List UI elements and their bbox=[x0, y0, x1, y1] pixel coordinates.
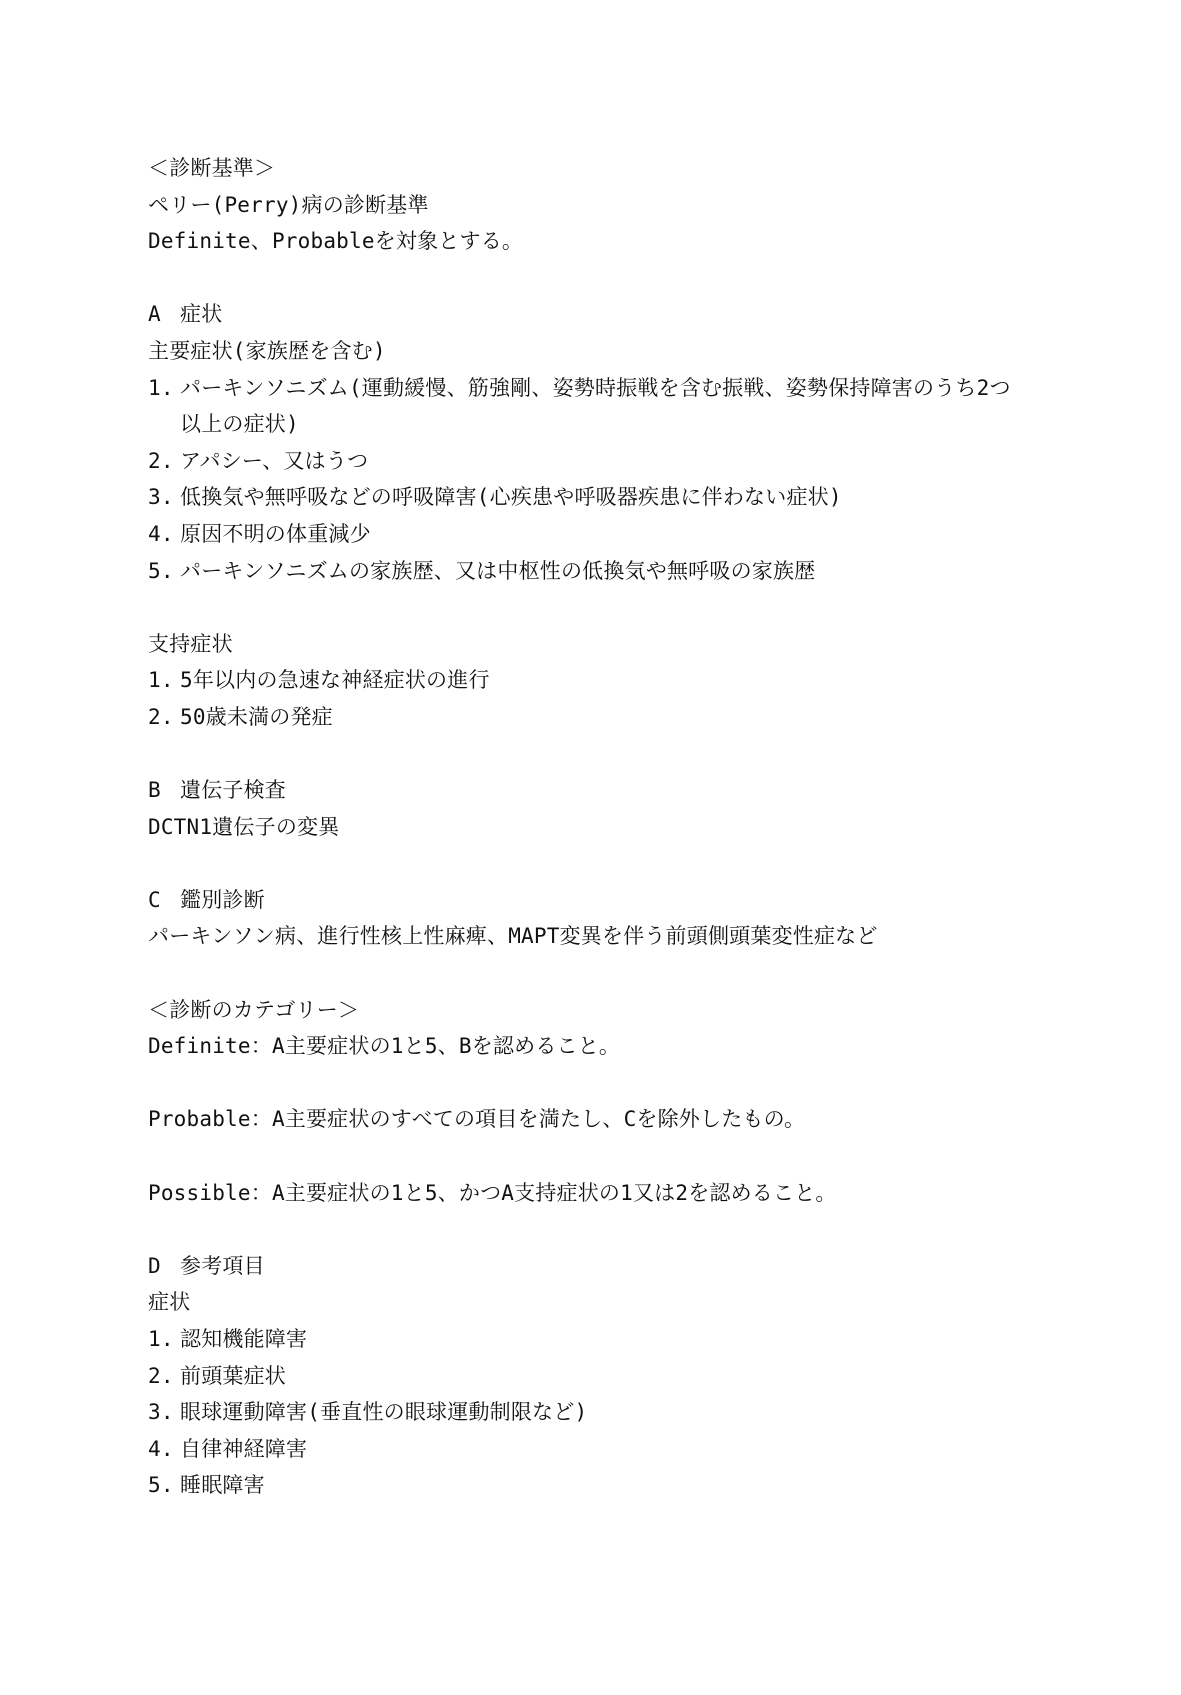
spacer bbox=[148, 1138, 1068, 1175]
list-number: 4. bbox=[148, 1436, 174, 1461]
list-number: 4. bbox=[148, 521, 174, 546]
list-text: 低換気や無呼吸などの呼吸障害(心疾患や呼吸器疾患に伴わない症状) bbox=[180, 485, 842, 510]
list-item bbox=[148, 1431, 1068, 1468]
section-title: 症状 bbox=[180, 302, 223, 327]
section-a-heading bbox=[148, 296, 1068, 333]
list-number: 2. bbox=[148, 1363, 174, 1388]
spacer bbox=[148, 260, 1068, 297]
list-text: アパシー、又はうつ bbox=[180, 448, 369, 473]
list-item bbox=[148, 443, 1068, 480]
section-b-heading bbox=[148, 772, 1068, 809]
list-text: 50歳未満の発症 bbox=[180, 704, 333, 729]
section-d-heading bbox=[148, 1248, 1068, 1285]
list-text: 認知機能障害 bbox=[180, 1327, 308, 1351]
list-text: 原因不明の体重減少 bbox=[180, 521, 371, 546]
list-continuation: 以上の症状) bbox=[180, 412, 299, 437]
list-text: パーキンソニズムの家族歴、又は中枢性の低換気や無呼吸の家族歴 bbox=[180, 558, 816, 583]
category-possible: Possible：A主要症状の1と5、かつA支持症状の1又は2を認めること。 bbox=[148, 1180, 837, 1205]
list-number: 1. bbox=[148, 668, 174, 693]
list-item bbox=[148, 1321, 1068, 1358]
list-item bbox=[148, 370, 1068, 407]
list-number: 2. bbox=[148, 704, 174, 729]
diagnostic-criteria-heading: ＜診断基準＞ bbox=[148, 156, 276, 180]
list-number: 5. bbox=[148, 558, 174, 583]
section-title: 鑑別診断 bbox=[180, 887, 265, 912]
list-number: 2. bbox=[148, 448, 174, 473]
spacer bbox=[148, 589, 1068, 626]
document-page bbox=[148, 150, 1068, 1504]
document-subtitle: ペリー(Perry)病の診断基準 bbox=[148, 192, 429, 217]
spacer bbox=[148, 955, 1068, 992]
spacer bbox=[148, 736, 1068, 773]
list-number: 1. bbox=[148, 375, 174, 400]
list-number: 1. bbox=[148, 1327, 174, 1351]
list-item bbox=[148, 553, 1068, 590]
list-number: 3. bbox=[148, 1400, 174, 1425]
section-letter: D bbox=[148, 1253, 161, 1278]
spacer bbox=[148, 1211, 1068, 1248]
list-item bbox=[148, 479, 1068, 516]
reference-symptoms-heading: 症状 bbox=[148, 1290, 191, 1315]
list-text: 睡眠障害 bbox=[180, 1473, 265, 1498]
list-text: パーキンソニズム(運動緩慢、筋強剛、姿勢時振戦を含む振戦、姿勢保持障害のうち2つ bbox=[180, 375, 1011, 400]
list-item bbox=[148, 1358, 1068, 1395]
list-number: 5. bbox=[148, 1473, 174, 1498]
list-item bbox=[148, 699, 1068, 736]
section-letter: C bbox=[148, 887, 161, 912]
list-item bbox=[148, 516, 1068, 553]
list-text: 眼球運動障害(垂直性の眼球運動制限など) bbox=[180, 1400, 588, 1425]
category-definite: Definite：A主要症状の1と5、Bを認めること。 bbox=[148, 1034, 621, 1059]
section-c-body: パーキンソン病、進行性核上性麻痺、MAPT変異を伴う前頭側頭葉変性症など bbox=[148, 924, 878, 949]
list-text: 前頭葉症状 bbox=[180, 1363, 286, 1388]
section-c-heading bbox=[148, 882, 1068, 919]
list-text: 自律神経障害 bbox=[180, 1436, 308, 1461]
section-letter: A bbox=[148, 302, 161, 327]
section-b-body: DCTN1遺伝子の変異 bbox=[148, 814, 340, 839]
scope-statement: Definite、Probableを対象とする。 bbox=[148, 229, 524, 254]
spacer bbox=[148, 1065, 1068, 1102]
list-item bbox=[148, 662, 1068, 699]
category-probable: Probable：A主要症状のすべての項目を満たし、Cを除外したもの。 bbox=[148, 1107, 806, 1132]
list-item bbox=[148, 1467, 1068, 1504]
section-letter: B bbox=[148, 778, 161, 803]
list-number: 3. bbox=[148, 485, 174, 510]
section-title: 参考項目 bbox=[180, 1253, 265, 1278]
section-title: 遺伝子検査 bbox=[180, 778, 286, 803]
spacer bbox=[148, 845, 1068, 882]
diagnostic-category-heading: ＜診断のカテゴリー＞ bbox=[148, 997, 360, 1022]
main-symptoms-heading: 主要症状(家族歴を含む) bbox=[148, 338, 386, 363]
supportive-symptoms-heading: 支持症状 bbox=[148, 631, 233, 656]
list-text: 5年以内の急速な神経症状の進行 bbox=[180, 668, 490, 693]
list-item bbox=[148, 1394, 1068, 1431]
